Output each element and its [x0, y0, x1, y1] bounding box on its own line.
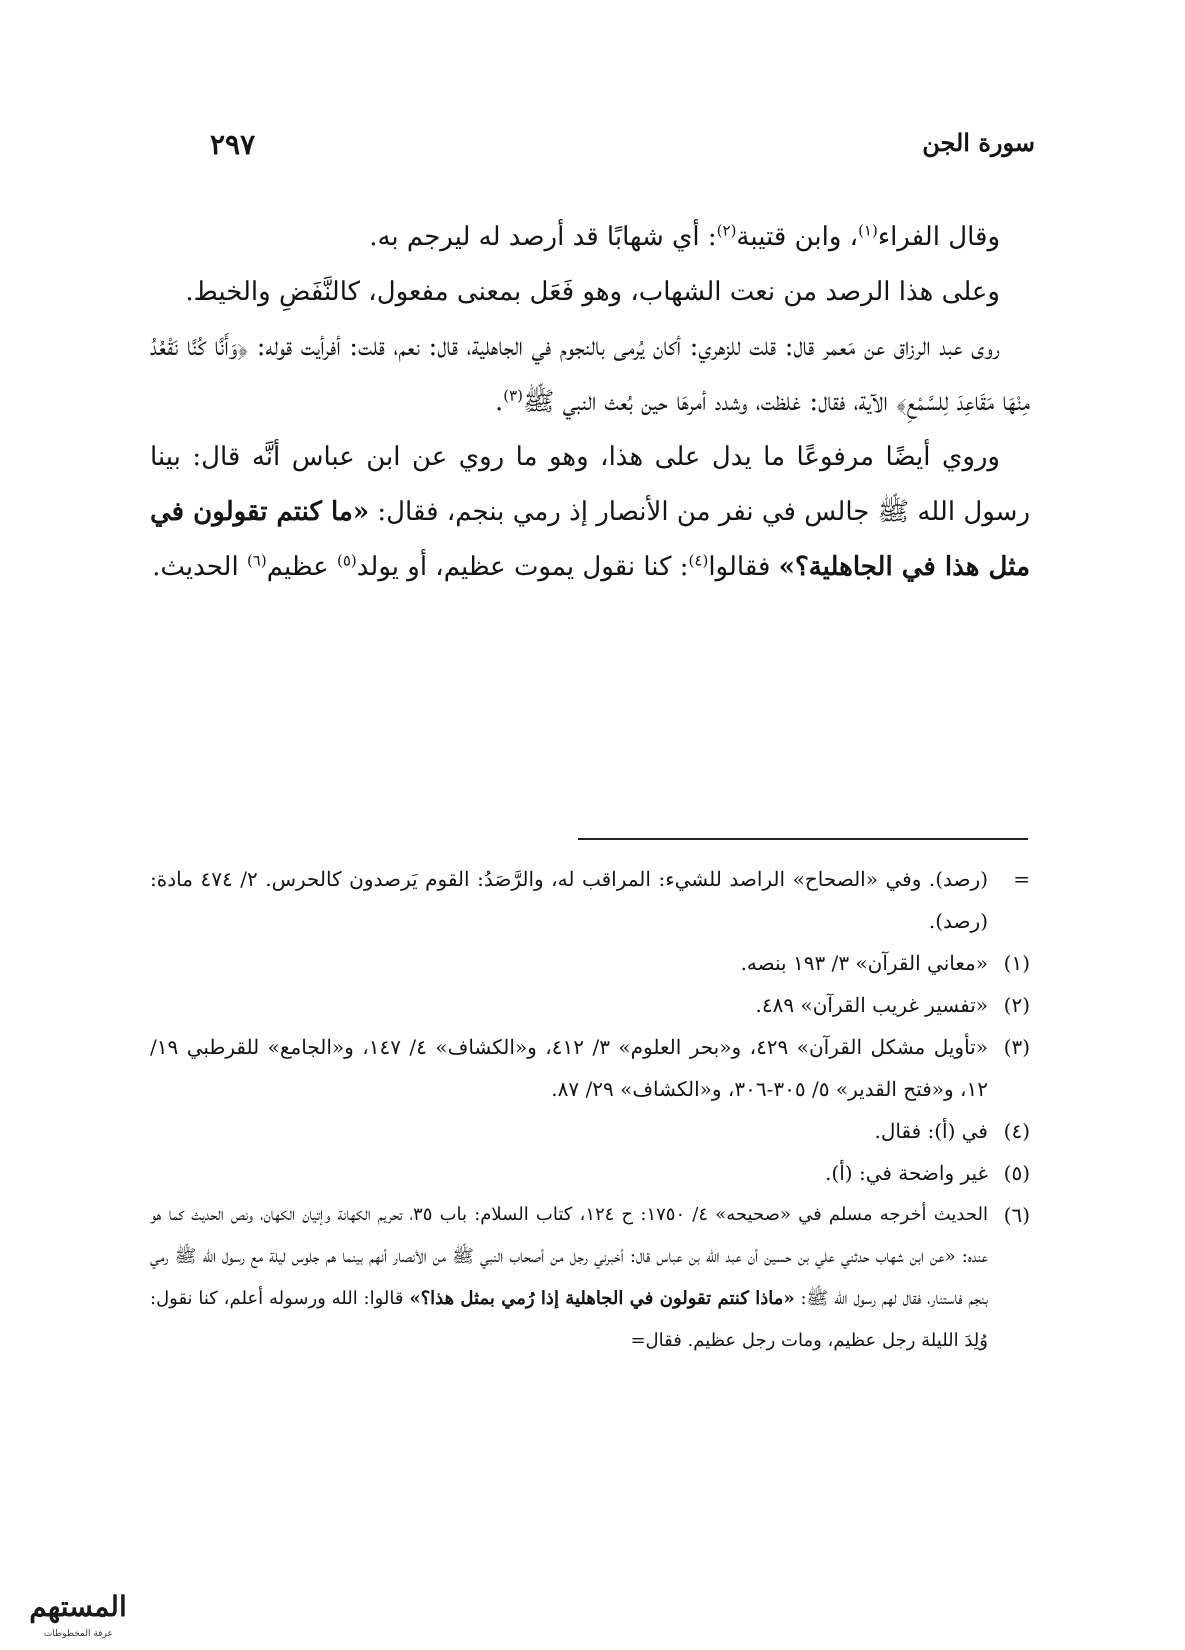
text-run: فقالوا [708, 552, 771, 582]
publisher-logo [18, 1578, 138, 1642]
text-run: وروي أيضًا مرفوعًا ما يدل على هذا، وهو ما روي عن ابن عباس أنَّه قال: بينا رسول الله ﷺ جالس في نفر من الأنصار إذ رمي بنجم، فقال: [150, 442, 1030, 527]
footnote-text: في (أ): فقال. [874, 1119, 988, 1143]
running-head [150, 128, 1035, 168]
surah-title: سورة الجن [922, 128, 1035, 157]
text-run: الحديث أخرجه مسلم في «صحيحه» ٤/ ١٧٥٠: ح ١٢٤، كتاب السلام: باب ٣٥، تحريم الكهانة وإتيان الكهان، ونص الحديث كما هو عنده: «عن ابن شهاب حدثني علي بن حسين أن عبد الله بن عباس قال: أخبرني رجل من أصحاب النبي ﷺ من الأنصار أنهم بينما هم جلوس ليلة مع رسول الله ﷺ رمي بنجم فاستنار، فقال لهم رسول الله ﷺ: [150, 1204, 988, 1309]
footnote-continuation [150, 858, 1030, 942]
footnote-text: «تأويل مشكل القرآن» ٤٢٩، و«بحر العلوم» ٣/ ٤١٢، و«الكشاف» ٤/ ١٤٧، و«الجامع» للقرطبي ١٩/ ١٢، و«فتح القدير» ٥/ ٣٠٥-٣٠٦، و«الكشاف» ٢٩/ ٨٧. [150, 1035, 988, 1101]
logo-text: المستهم [29, 1590, 127, 1623]
text-run: وقال الفراء [877, 222, 1000, 252]
footnote-2 [150, 984, 1030, 1026]
footnote-mark: (٦) [1003, 1203, 1030, 1227]
footnote-text: «معاني القرآن» ٣/ ١٩٣ بنصه. [740, 951, 988, 975]
text-run: ، وابن قتيبة [736, 222, 859, 252]
footnote-ref-4: (٤) [688, 551, 709, 570]
page-number: ٢٩٧ [210, 128, 256, 161]
text-run: قالوا: الله ورسوله أعلم، كنا نقول: وُلِدَ الليلة رجل عظيم، ومات رجل عظيم. فقال= [150, 1288, 988, 1351]
footnote-ref-3: (٣) [503, 386, 523, 405]
footnote-ref-1: (١) [858, 221, 878, 240]
footnote-mark: (١) [1003, 951, 1030, 975]
footnote-ref-2: (٢) [716, 221, 737, 240]
calligraphy-logo-icon [18, 1578, 138, 1642]
paragraph-1 [150, 210, 1030, 265]
text-run: روى عبد الرزاق عن مَعمر قال: قلت للزهري: أكان يُرمى بالنجوم في الجاهلية، قال: نعم، قلت: أفرأيت قوله: [256, 332, 1001, 362]
footnote-mark: (٥) [1003, 1161, 1030, 1185]
footnote-mark: (٤) [1003, 1119, 1030, 1143]
text-run: . [494, 387, 504, 417]
footnote-5 [150, 1152, 1030, 1194]
logo-subtext: غرفة المخطوطات [43, 1629, 113, 1639]
paragraph-2: وعلى هذا الرصد من نعت الشهاب، وهو فَعَل بمعنى مفعول، كالنَّفَضِ والخيط. [185, 277, 1000, 307]
footnote-text: (رصد). وفي «الصحاح» الراصد للشيء: المراقب له، والرَّصَدُ: القوم يَرصدون كالحرس. ٢/ ٤٧٤ مادة: (رصد). [150, 867, 988, 933]
text-run: الآية، فقال: غلظت، وشدد أمرهَا حين بُعث النبي ﷺ [522, 387, 888, 417]
main-text [150, 210, 1030, 595]
footnote-6 [150, 1194, 1030, 1362]
text-run: : كنا نقول يموت عظيم، أو يولد [356, 552, 689, 582]
hadith-quote: «ماذا كنتم تقولون في الجاهلية إذا رُمي بمثل هذا؟» [409, 1288, 795, 1309]
text-run: : أي شهابًا قد أرصد له ليرجم به. [369, 222, 717, 252]
footnote-text: غير واضحة في: (أ). [825, 1161, 988, 1185]
text-run: عظيم [266, 552, 329, 582]
footnote-3 [150, 1026, 1030, 1110]
footnotes [150, 858, 1030, 1362]
footnote-mark: (٢) [1003, 993, 1030, 1017]
quran-verse: ﴿وَأَنَّا كُنَّا نَقْعُدُ مِنْهَا مَقَاعِدَ لِلسَّمْعِ﴾ [150, 332, 1030, 417]
footnote-mark: (٣) [1003, 1035, 1030, 1059]
footnote-separator [578, 838, 1028, 840]
paragraph-4 [150, 430, 1030, 595]
text-run: الحديث. [152, 552, 239, 582]
footnote-text [150, 1194, 988, 1362]
footnote-mark: = [1013, 867, 1030, 891]
footnote-4 [150, 1110, 1030, 1152]
footnote-1 [150, 942, 1030, 984]
footnote-ref-5: (٥) [336, 551, 357, 570]
hadith-quote: «ما كنتم تقولون في مثل هذا في الجاهلية؟» [150, 497, 1030, 582]
footnote-text: «تفسير غريب القرآن» ٤٨٩. [755, 993, 988, 1017]
footnote-ref-6: (٦) [246, 551, 267, 570]
paragraph-3 [150, 320, 1030, 430]
